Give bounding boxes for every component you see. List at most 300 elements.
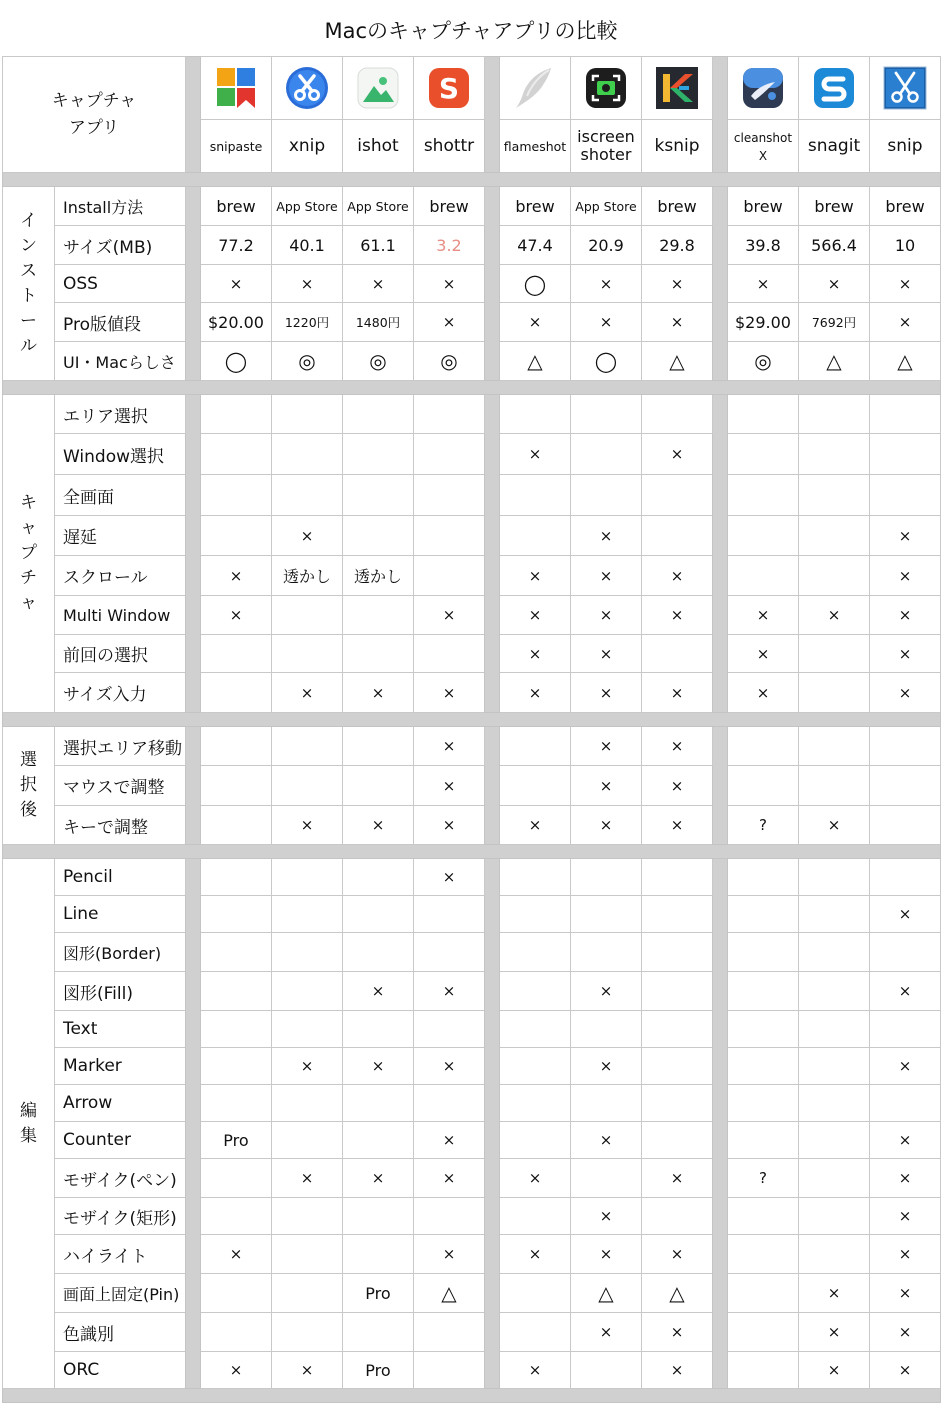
table-cell [414,1352,485,1389]
table-cell [728,516,799,556]
app-name-text: snagit [807,136,861,156]
table-cell [272,434,343,475]
row-label: モザイク(矩形) [55,1198,186,1235]
app-icon-cell [500,57,571,120]
table-cell [728,1085,799,1122]
table-cell: × [870,596,941,635]
table-cell [201,766,272,806]
table-cell [343,1313,414,1352]
table-cell: × [571,766,642,806]
column-gap [485,187,500,381]
table-cell: 566.4 [799,226,870,265]
table-cell [870,933,941,972]
table-row [3,896,941,933]
table-row [3,342,941,381]
table-cell [272,859,343,896]
table-cell: 10 [870,226,941,265]
table-cell [571,434,642,475]
table-cell [272,727,343,766]
table-cell: × [272,265,343,303]
table-cell: × [870,896,941,933]
table-cell: × [642,1235,713,1274]
table-cell [414,556,485,596]
table-cell: × [272,806,343,845]
table-cell [414,1313,485,1352]
table-cell: × [414,727,485,766]
table-cell [201,859,272,896]
table-cell: × [870,1274,941,1313]
table-cell: 1220円 [272,303,343,342]
table-row [3,1313,941,1352]
row-label: Install方法 [55,187,186,226]
table-cell [642,933,713,972]
category-label [3,727,55,845]
table-cell: × [870,265,941,303]
row-label: サイズ(MB) [55,226,186,265]
row-label: 図形(Border) [55,933,186,972]
table-cell: × [870,1352,941,1389]
table-cell: $29.00 [728,303,799,342]
row-label: 画面上固定(Pin) [55,1274,186,1313]
table-cell [799,635,870,673]
table-cell [272,395,343,434]
corner-label-text: キャプチャ アプリ [51,90,137,138]
table-cell: ◎ [728,342,799,381]
table-cell [728,1352,799,1389]
table-row [3,475,941,516]
table-row [3,727,941,766]
table-row [3,1048,941,1085]
section-separator [3,845,941,859]
table-cell: × [870,972,941,1011]
app-name [343,120,414,173]
row-label: Line [55,896,186,933]
table-row [3,187,941,226]
table-cell: $20.00 [201,303,272,342]
table-cell: × [642,1352,713,1389]
ksnip-logo-icon [655,66,699,110]
table-cell [728,766,799,806]
table-cell: × [728,635,799,673]
table-cell: × [870,303,941,342]
table-cell [799,516,870,556]
table-cell [500,516,571,556]
table-cell [201,1011,272,1048]
table-cell: 7692円 [799,303,870,342]
row-label: OSS [55,265,186,303]
table-cell: × [642,1313,713,1352]
column-gap [713,395,728,713]
table-cell: × [642,727,713,766]
row-label: Counter [55,1122,186,1159]
table-cell: × [414,972,485,1011]
table-cell: × [343,1048,414,1085]
table-cell [343,933,414,972]
row-label: UI・Macらしさ [55,342,186,381]
table-cell [642,1011,713,1048]
table-cell [799,1159,870,1198]
table-cell [799,1235,870,1274]
table-cell [728,933,799,972]
table-cell [571,1159,642,1198]
table-cell [642,896,713,933]
table-cell [272,635,343,673]
table-row [3,635,941,673]
row-label: 図形(Fill) [55,972,186,1011]
row-label: エリア選択 [55,395,186,434]
table-cell [343,1235,414,1274]
table-cell [870,1085,941,1122]
table-cell [500,1085,571,1122]
table-cell [272,1313,343,1352]
table-cell [414,635,485,673]
table-cell [799,1085,870,1122]
table-cell [343,596,414,635]
table-cell [642,475,713,516]
column-gap [713,187,728,381]
app-name [870,120,941,173]
table-cell: 透かし [272,556,343,596]
table-cell: × [870,1122,941,1159]
table-cell [870,727,941,766]
table-cell: brew [201,187,272,226]
table-cell: × [571,1235,642,1274]
column-gap [713,727,728,845]
table-row [3,226,941,265]
table-row [3,596,941,635]
flameshot-logo-icon [513,66,557,110]
table-cell: brew [728,187,799,226]
table-cell: × [571,1198,642,1235]
table-cell [500,859,571,896]
table-cell: × [201,596,272,635]
table-row [3,265,941,303]
app-name-text: cleanshot X [733,131,793,163]
table-cell [343,859,414,896]
table-cell [201,516,272,556]
table-cell [272,475,343,516]
app-name [500,120,571,173]
table-row [3,933,941,972]
app-name [728,120,799,173]
app-name-text: snipaste [209,138,263,154]
table-cell [799,933,870,972]
table-cell: × [642,303,713,342]
table-cell: × [500,1159,571,1198]
table-cell: △ [414,1274,485,1313]
row-label: モザイク(ペン) [55,1159,186,1198]
table-cell: × [272,516,343,556]
table-cell: × [414,806,485,845]
table-cell [201,1085,272,1122]
table-cell [728,859,799,896]
table-cell: × [642,434,713,475]
table-cell: × [201,1352,272,1389]
table-cell: × [414,1048,485,1085]
row-label: スクロール [55,556,186,596]
table-cell: 61.1 [343,226,414,265]
table-cell: brew [642,187,713,226]
table-cell: × [201,556,272,596]
table-cell [414,475,485,516]
table-cell [272,766,343,806]
table-cell [642,1198,713,1235]
row-label: Marker [55,1048,186,1085]
table-cell: × [571,635,642,673]
section-separator [3,381,941,395]
table-cell: ? [728,806,799,845]
table-cell [728,1274,799,1313]
table-row [3,1085,941,1122]
table-cell [728,1313,799,1352]
table-cell: × [500,1235,571,1274]
table-cell: × [728,265,799,303]
table-cell: × [500,635,571,673]
table-cell: × [500,434,571,475]
table-row [3,1352,941,1389]
table-cell [343,434,414,475]
app-name [414,120,485,173]
table-cell [343,1011,414,1048]
table-row [3,673,941,713]
table-cell: × [799,265,870,303]
table-cell [272,1274,343,1313]
column-gap [485,727,500,845]
table-cell: × [414,673,485,713]
table-cell [642,859,713,896]
table-cell: ◎ [272,342,343,381]
table-cell [571,1352,642,1389]
table-cell [728,434,799,475]
table-cell [500,727,571,766]
table-cell: × [870,1235,941,1274]
table-cell [343,896,414,933]
table-cell [642,972,713,1011]
table-cell [799,434,870,475]
app-icon-cell [642,57,713,120]
table-cell [799,1122,870,1159]
table-cell: × [728,596,799,635]
table-cell: brew [799,187,870,226]
table-cell [201,395,272,434]
table-cell: × [799,1274,870,1313]
table-cell: × [642,265,713,303]
table-cell: 1480円 [343,303,414,342]
table-cell: △ [799,342,870,381]
table-cell [500,1274,571,1313]
table-cell [272,933,343,972]
table-cell [414,434,485,475]
table-cell [728,475,799,516]
table-cell [272,1198,343,1235]
table-cell [272,1085,343,1122]
table-cell [870,766,941,806]
table-row [3,516,941,556]
category-label [3,187,55,381]
row-label: 遅延 [55,516,186,556]
table-cell: brew [500,187,571,226]
table-cell: 透かし [343,556,414,596]
column-gap [485,395,500,713]
section-separator [3,1389,941,1403]
cleanshot-logo-icon [741,66,785,110]
column-gap [186,727,201,845]
table-cell: ? [728,1159,799,1198]
table-cell [571,896,642,933]
table-cell [500,475,571,516]
column-gap [186,395,201,713]
table-cell: × [642,673,713,713]
table-cell: × [343,265,414,303]
table-cell [201,933,272,972]
table-cell [500,766,571,806]
table-cell [414,896,485,933]
table-cell: × [571,972,642,1011]
app-name [571,120,642,173]
table-cell [343,1198,414,1235]
app-name-text: iscreen shoter [577,127,635,164]
app-name-text: flameshot [503,138,567,154]
category-label-text: キャプチャ [20,493,37,613]
table-cell: × [500,1352,571,1389]
iscreenshoter-logo-icon [584,66,628,110]
table-cell: × [571,516,642,556]
table-cell [799,1198,870,1235]
table-cell: 40.1 [272,226,343,265]
table-cell: 77.2 [201,226,272,265]
table-cell: × [500,673,571,713]
category-label [3,395,55,713]
table-cell [642,516,713,556]
table-cell [414,516,485,556]
table-row [3,395,941,434]
comparison-table-wrap [2,56,940,1403]
table-cell: × [500,303,571,342]
app-name [642,120,713,173]
table-row [3,434,941,475]
table-cell: × [870,635,941,673]
table-row [3,806,941,845]
row-label: Arrow [55,1085,186,1122]
table-cell: 29.8 [642,226,713,265]
table-cell: × [343,1159,414,1198]
table-cell [799,1011,870,1048]
table-cell: × [414,1235,485,1274]
table-cell: × [414,265,485,303]
category-label-text: 編集 [20,1100,37,1146]
table-row [3,766,941,806]
table-cell [571,1011,642,1048]
table-cell [728,1048,799,1085]
table-cell [343,1122,414,1159]
table-cell [201,1159,272,1198]
category-label-text: インストール [20,210,37,356]
table-cell [870,395,941,434]
app-name [201,120,272,173]
table-cell: × [272,1352,343,1389]
table-cell: × [870,1159,941,1198]
table-cell [799,395,870,434]
comparison-table [2,56,941,1403]
page-title: Macのキャプチャアプリの比較 [324,19,618,43]
row-label: ハイライト [55,1235,186,1274]
row-label: 前回の選択 [55,635,186,673]
table-cell [799,859,870,896]
snip-logo-icon [883,66,927,110]
table-cell: × [500,596,571,635]
table-cell: × [571,596,642,635]
table-cell [343,766,414,806]
table-row [3,1198,941,1235]
table-cell [728,556,799,596]
table-cell [728,395,799,434]
table-cell: × [414,766,485,806]
table-cell [201,1198,272,1235]
table-cell [799,1048,870,1085]
table-cell [343,727,414,766]
app-icon-cell [870,57,941,120]
table-cell [642,1122,713,1159]
table-cell: × [799,596,870,635]
table-cell [414,1085,485,1122]
section-separator [3,713,941,727]
table-cell: ◎ [343,342,414,381]
table-cell: ◎ [414,342,485,381]
section-separator [3,173,941,187]
shottr-logo-icon [427,66,471,110]
table-cell [272,1011,343,1048]
table-cell [500,1011,571,1048]
table-cell [500,395,571,434]
table-cell: × [870,516,941,556]
table-cell [728,896,799,933]
table-cell: × [642,1159,713,1198]
ishot-logo-icon [356,66,400,110]
table-cell [642,1048,713,1085]
table-cell [799,673,870,713]
column-gap [713,57,728,173]
table-row [3,972,941,1011]
table-cell: 20.9 [571,226,642,265]
table-cell [343,1085,414,1122]
table-cell [728,1011,799,1048]
row-label: Pencil [55,859,186,896]
column-gap [186,859,201,1389]
column-gap [485,57,500,173]
table-cell: × [571,1122,642,1159]
app-name-text: shottr [423,136,475,156]
table-cell [500,1313,571,1352]
table-cell: × [642,806,713,845]
table-cell [201,475,272,516]
table-cell: × [571,303,642,342]
table-cell [870,1011,941,1048]
table-cell [799,475,870,516]
snagit-logo-icon [812,66,856,110]
table-cell [728,1235,799,1274]
row-label: 全画面 [55,475,186,516]
app-name-text: snip [887,136,923,156]
table-cell: 3.2 [414,226,485,265]
table-cell [201,972,272,1011]
table-cell [642,395,713,434]
table-cell [500,1122,571,1159]
table-cell: Pro [201,1122,272,1159]
table-cell: × [799,1352,870,1389]
table-row [3,859,941,896]
table-cell: ◯ [571,342,642,381]
table-cell: × [799,806,870,845]
